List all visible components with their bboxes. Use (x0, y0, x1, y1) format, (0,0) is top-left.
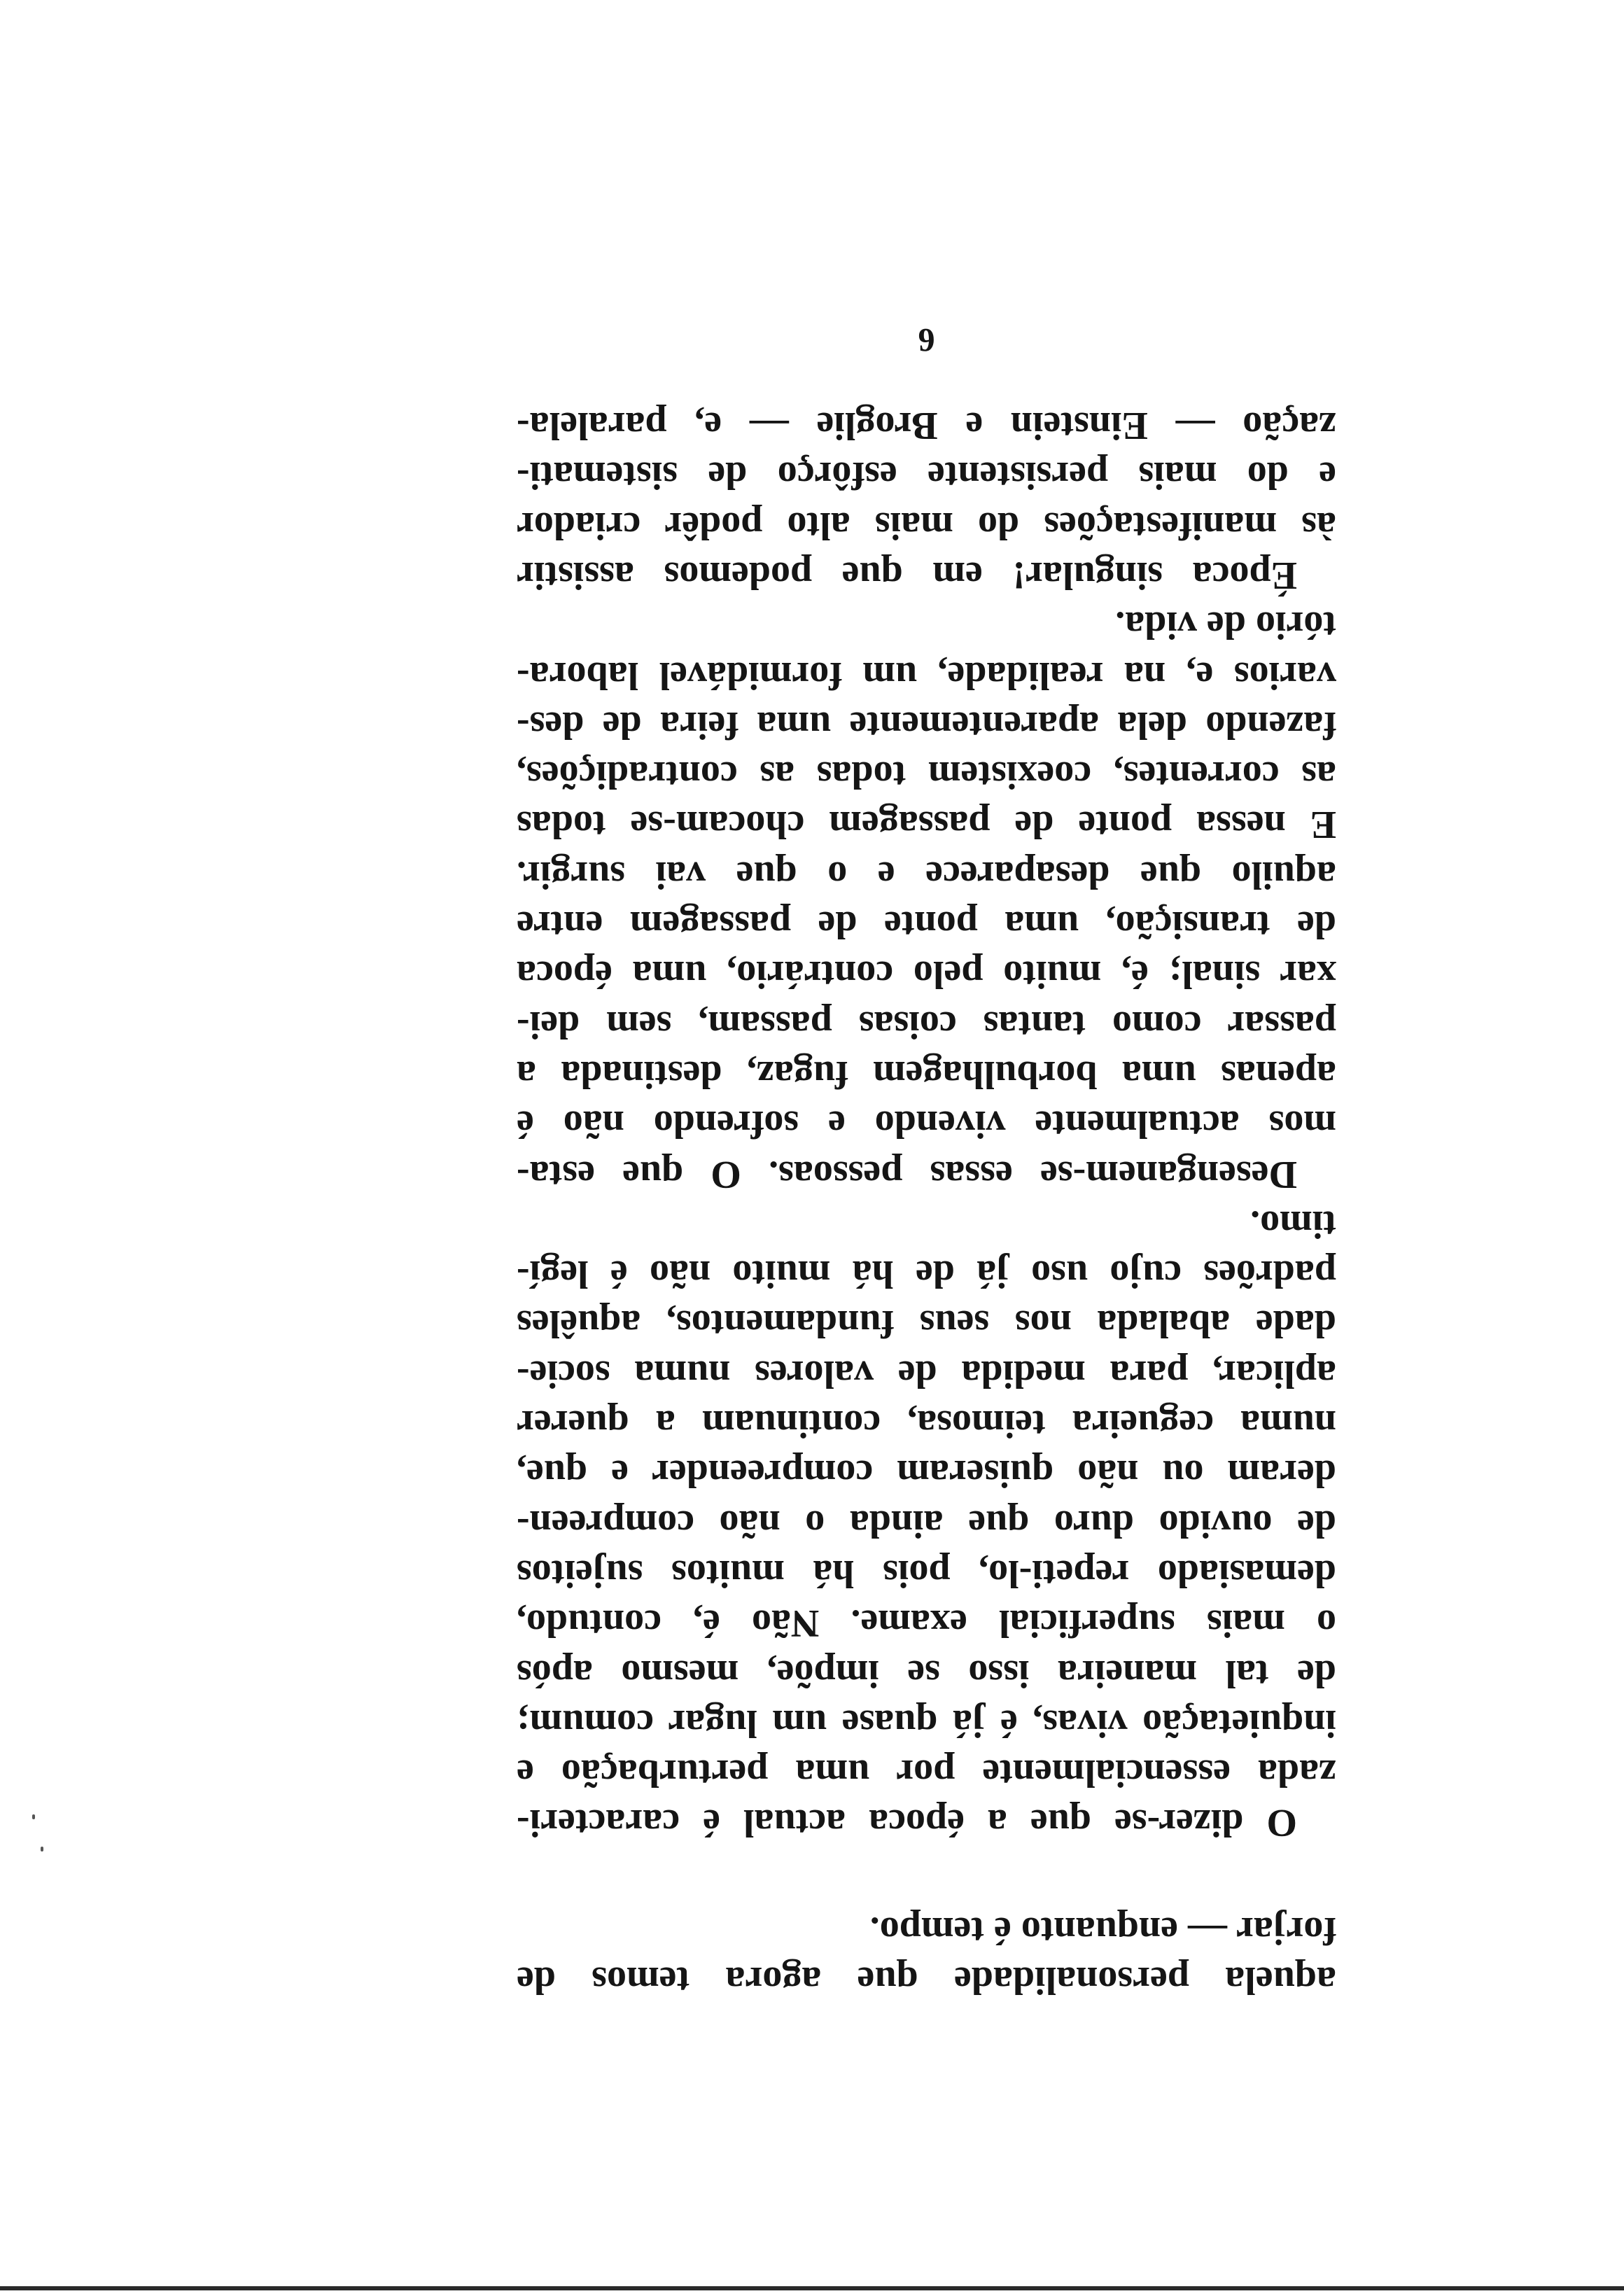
text-line: xar sinal; é, muito pelo contrário, uma época (517, 953, 1336, 997)
text-line: e do mais persistente esfôrço de sistemati- (517, 454, 1336, 498)
text-line: mos actualmente vivendo e sofrendo não é (517, 1102, 1336, 1147)
text-line: de transição, uma ponte de passagem entre (517, 903, 1336, 947)
text-line: de tal maneira isso se impõe, mesmo após (517, 1651, 1336, 1695)
text-line: aplicar, para medida de valores numa socie- (517, 1352, 1336, 1396)
text-line: zação — Einstein e Broglie — e, paralela- (517, 404, 1336, 448)
text-line: apenas uma borbulhagem fugaz, destinada a (517, 1052, 1336, 1096)
text-line: forjar — enquanto é tempo. (869, 1908, 1336, 1952)
body-text (517, 315, 1336, 2005)
text-line: o mais superficial exame. Não é, contudo, (517, 1602, 1336, 1646)
text-line: demasiado repeti-lo, pois há muitos sujeitos (517, 1551, 1336, 1595)
text-line: fazendo dela aparentemente uma feira de des- (517, 703, 1336, 747)
page-number: 6 (918, 321, 935, 358)
text-line: as correntes, coexistem todas as contradições, (517, 753, 1336, 797)
text-line: deram ou não quiseram compreender e que, (517, 1452, 1336, 1496)
text-line: de ouvido duro que ainda o não compreen- (517, 1502, 1336, 1546)
scan-speck (41, 1847, 43, 1851)
text-line: aquela personalidade que agora temos de (517, 1959, 1336, 2002)
paragraph (517, 600, 1336, 1199)
text-line: varios e, na realidade, um formidável labora- (517, 653, 1336, 697)
paragraph (517, 1199, 1336, 1848)
text-line: timo. (1250, 1202, 1336, 1246)
paragraph (517, 1905, 1336, 2005)
text-line: E nessa ponte de passagem chocam-se todas (517, 803, 1336, 847)
scan-edge-line (0, 2286, 1624, 2290)
text-line: Época singular! em que podemos assistir (517, 553, 1297, 597)
text-line: padrões cujo uso já de há muito não é legí- (517, 1252, 1336, 1296)
text-line: O dizer-se que a época actual é caracteri- (517, 1801, 1297, 1845)
scan-speck (32, 1814, 35, 1819)
text-line: numa cegueira teimosa, continuam a querer (517, 1402, 1336, 1446)
text-line: Desenganem-se essas pessoas. O que esta- (517, 1152, 1297, 1196)
paragraph (517, 400, 1336, 600)
text-line: aquilo que desaparece e o que vai surgir. (517, 853, 1336, 897)
text-line: tório de vida. (1115, 603, 1336, 648)
text-line: dade abalada nos seus fundamentos, aquêles (517, 1302, 1336, 1346)
text-line: passar como tantas coisas passam, sem dei- (517, 1002, 1336, 1046)
text-line: zada essencialmente por uma perturbação e (517, 1751, 1336, 1795)
text-line: às manifestações do mais alto podêr criador (517, 503, 1336, 547)
text-line: inquietação vivas, é já quase um lugar comum; (517, 1701, 1336, 1745)
